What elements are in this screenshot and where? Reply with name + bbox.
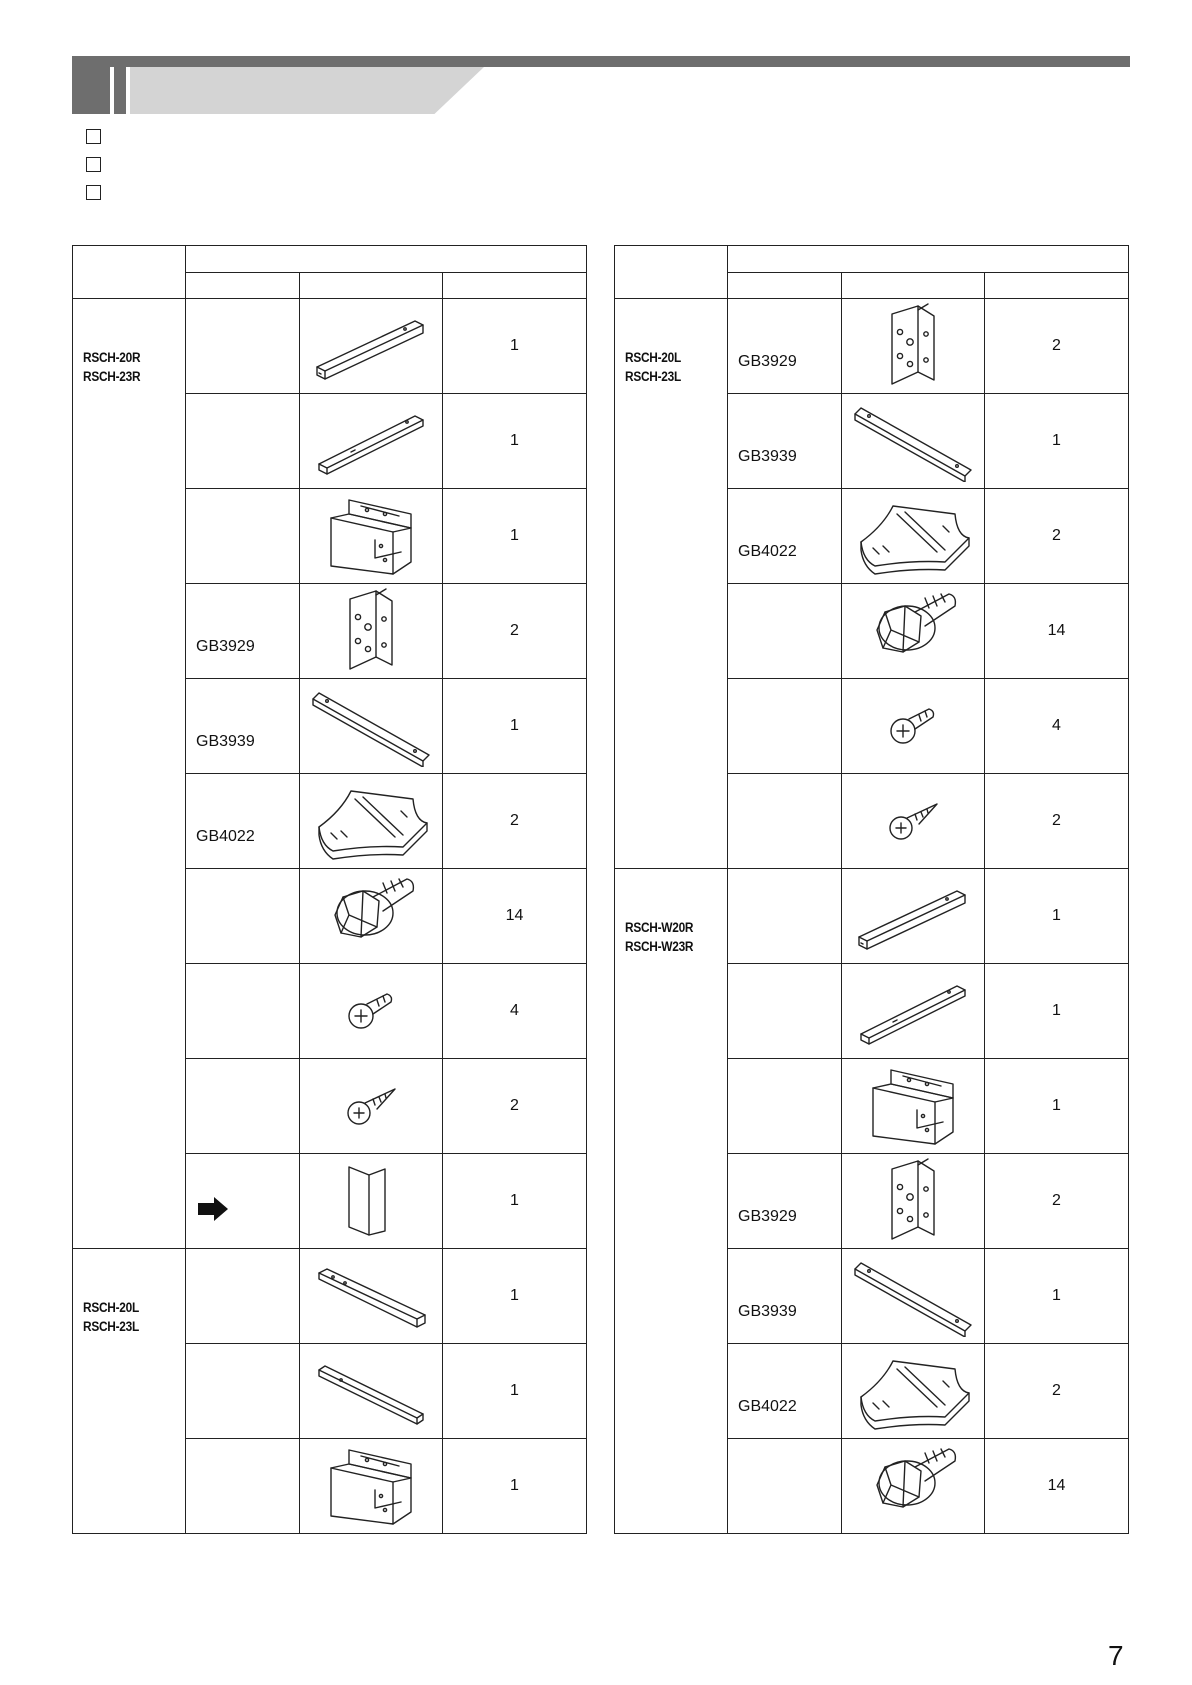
quantity-cell: 1 (443, 1344, 587, 1439)
quantity-cell: 1 (985, 964, 1129, 1059)
pan-head-screw-icon (842, 701, 984, 751)
part-name-cell (186, 584, 300, 679)
long-rail-right-icon (300, 406, 442, 476)
angle-bar-icon (842, 400, 984, 482)
parts-table-left (72, 245, 587, 1534)
standard-code: GB4022 (738, 1398, 797, 1415)
part-figure-cell (842, 1439, 985, 1534)
part-name-cell (186, 774, 300, 869)
hex-bolt-icon (842, 1441, 984, 1531)
cover-plate-icon (842, 1351, 984, 1431)
mounting-bracket-icon (842, 1157, 984, 1245)
part-name-cell (728, 394, 842, 489)
part-figure-cell (300, 774, 443, 869)
parts-table-right (614, 245, 1129, 1534)
standard-code: GB4022 (196, 828, 255, 845)
part-figure-cell (842, 584, 985, 679)
standard-code: GB3939 (196, 733, 255, 750)
quantity-cell: 1 (985, 1059, 1129, 1154)
model-name: RSCH-W23R (625, 939, 694, 954)
part-name-cell (186, 394, 300, 489)
checkbox-1[interactable] (86, 129, 101, 144)
cover-plate-icon (300, 781, 442, 861)
header-title-area (130, 67, 484, 114)
model-cell (615, 869, 728, 1534)
part-figure-cell (300, 869, 443, 964)
header-name-cell (186, 273, 300, 299)
joint-bracket-icon (300, 496, 442, 576)
quantity-cell: 1 (443, 1439, 587, 1534)
table-row (615, 869, 1129, 964)
model-cell (73, 1249, 186, 1534)
model-names (83, 348, 140, 386)
quantity-cell: 2 (985, 1344, 1129, 1439)
model-name: RSCH-W20R (625, 920, 694, 935)
joint-bracket-icon (300, 1446, 442, 1526)
quantity-cell: 4 (443, 964, 587, 1059)
quantity-cell: 14 (985, 1439, 1129, 1534)
long-rail-right-icon (842, 976, 984, 1046)
quantity-cell: 2 (443, 1059, 587, 1154)
quantity-cell: 1 (443, 489, 587, 584)
part-name-cell (728, 679, 842, 774)
angle-bar-icon (300, 685, 442, 767)
arrow-right-icon (196, 1196, 230, 1227)
part-figure-cell (300, 679, 443, 774)
tapping-screw-icon (842, 796, 984, 846)
part-name-cell (728, 1344, 842, 1439)
header-parts-cell (186, 246, 587, 273)
header-figure-cell (842, 273, 985, 299)
mounting-bracket-icon (300, 587, 442, 675)
model-name: RSCH-23L (83, 1319, 139, 1334)
standard-code: GB3939 (738, 1303, 797, 1320)
part-figure-cell (300, 1344, 443, 1439)
quantity-cell: 4 (985, 679, 1129, 774)
model-names (83, 1298, 139, 1336)
mounting-bracket-icon (842, 302, 984, 390)
quantity-cell: 1 (443, 394, 587, 489)
part-figure-cell (842, 299, 985, 394)
checkbox-2[interactable] (86, 157, 101, 172)
quantity-cell: 1 (985, 394, 1129, 489)
header-rule (72, 56, 1130, 67)
quantity-cell: 2 (985, 489, 1129, 584)
part-name-cell (728, 774, 842, 869)
part-figure-cell (842, 1154, 985, 1249)
part-figure-cell (842, 1249, 985, 1344)
table-header-row (73, 246, 587, 273)
quantity-cell: 14 (985, 584, 1129, 679)
model-name: RSCH-23L (625, 369, 681, 384)
quantity-cell: 1 (985, 1249, 1129, 1344)
pan-head-screw-icon (300, 986, 442, 1036)
model-names (625, 918, 693, 956)
header-parts-cell (728, 246, 1129, 273)
part-figure-cell (300, 299, 443, 394)
part-name-cell (728, 869, 842, 964)
quantity-cell: 1 (443, 679, 587, 774)
joint-bracket-icon (842, 1066, 984, 1146)
cover-plate-icon (842, 496, 984, 576)
header-model-cell (615, 246, 728, 299)
short-rail-left-icon (300, 1261, 442, 1331)
model-cell (615, 299, 728, 869)
quantity-cell: 2 (443, 584, 587, 679)
part-name-cell (728, 964, 842, 1059)
model-cell (73, 299, 186, 1249)
quantity-cell: 1 (443, 299, 587, 394)
standard-code: GB3929 (738, 1208, 797, 1225)
angle-bar-icon (842, 1255, 984, 1337)
part-figure-cell (842, 1344, 985, 1439)
long-rail-left-icon (300, 1356, 442, 1426)
part-name-cell (186, 964, 300, 1059)
part-name-cell (728, 584, 842, 679)
part-name-cell (186, 489, 300, 584)
part-name-cell (186, 1344, 300, 1439)
short-rail-right-icon (300, 311, 442, 381)
table-row (73, 1249, 587, 1344)
part-name-cell (186, 869, 300, 964)
quantity-cell: 14 (443, 869, 587, 964)
quantity-cell: 2 (443, 774, 587, 869)
part-figure-cell (300, 964, 443, 1059)
short-rail-right-icon (842, 881, 984, 951)
instruction-manual-icon (300, 1161, 442, 1241)
quantity-cell: 1 (443, 1249, 587, 1344)
part-figure-cell (842, 489, 985, 584)
model-name: RSCH-20L (83, 1300, 139, 1315)
standard-code: GB4022 (738, 543, 797, 560)
quantity-cell: 2 (985, 774, 1129, 869)
part-name-cell (186, 1439, 300, 1534)
part-name-cell (186, 1249, 300, 1344)
table-row (615, 299, 1129, 394)
part-figure-cell (842, 774, 985, 869)
part-figure-cell (300, 584, 443, 679)
part-name-cell (186, 1154, 300, 1249)
model-name: RSCH-20R (83, 350, 141, 365)
quantity-cell: 1 (443, 1154, 587, 1249)
part-name-cell (728, 1439, 842, 1534)
header-qty-cell (985, 273, 1129, 299)
header-figure-cell (300, 273, 443, 299)
part-figure-cell (300, 1249, 443, 1344)
model-name: RSCH-20L (625, 350, 681, 365)
standard-code: GB3929 (738, 353, 797, 370)
table-row (73, 299, 587, 394)
part-name-cell (728, 489, 842, 584)
header-block-narrow (114, 67, 126, 114)
part-figure-cell (842, 964, 985, 1059)
part-figure-cell (842, 1059, 985, 1154)
header-model-cell (73, 246, 186, 299)
quantity-cell: 2 (985, 299, 1129, 394)
hex-bolt-icon (300, 871, 442, 961)
part-figure-cell (300, 489, 443, 584)
quantity-cell: 1 (985, 869, 1129, 964)
part-figure-cell (842, 679, 985, 774)
part-name-cell (728, 1249, 842, 1344)
model-names (625, 348, 681, 386)
model-name: RSCH-23R (83, 369, 141, 384)
header-qty-cell (443, 273, 587, 299)
part-figure-cell (300, 1439, 443, 1534)
part-figure-cell (300, 394, 443, 489)
part-figure-cell (842, 869, 985, 964)
page-number: 7 (1108, 1640, 1124, 1671)
part-figure-cell (842, 394, 985, 489)
part-name-cell (728, 1059, 842, 1154)
part-name-cell (186, 679, 300, 774)
tapping-screw-icon (300, 1081, 442, 1131)
quantity-cell: 2 (985, 1154, 1129, 1249)
standard-code: GB3939 (738, 448, 797, 465)
section-header-band (72, 56, 1130, 114)
part-figure-cell (300, 1154, 443, 1249)
part-name-cell (186, 299, 300, 394)
part-name-cell (728, 1154, 842, 1249)
standard-code: GB3929 (196, 638, 255, 655)
part-name-cell (186, 1059, 300, 1154)
part-figure-cell (300, 1059, 443, 1154)
header-block (72, 56, 110, 114)
part-name-cell (728, 299, 842, 394)
header-name-cell (728, 273, 842, 299)
checkbox-3[interactable] (86, 185, 101, 200)
table-header-row (615, 246, 1129, 273)
hex-bolt-icon (842, 586, 984, 676)
